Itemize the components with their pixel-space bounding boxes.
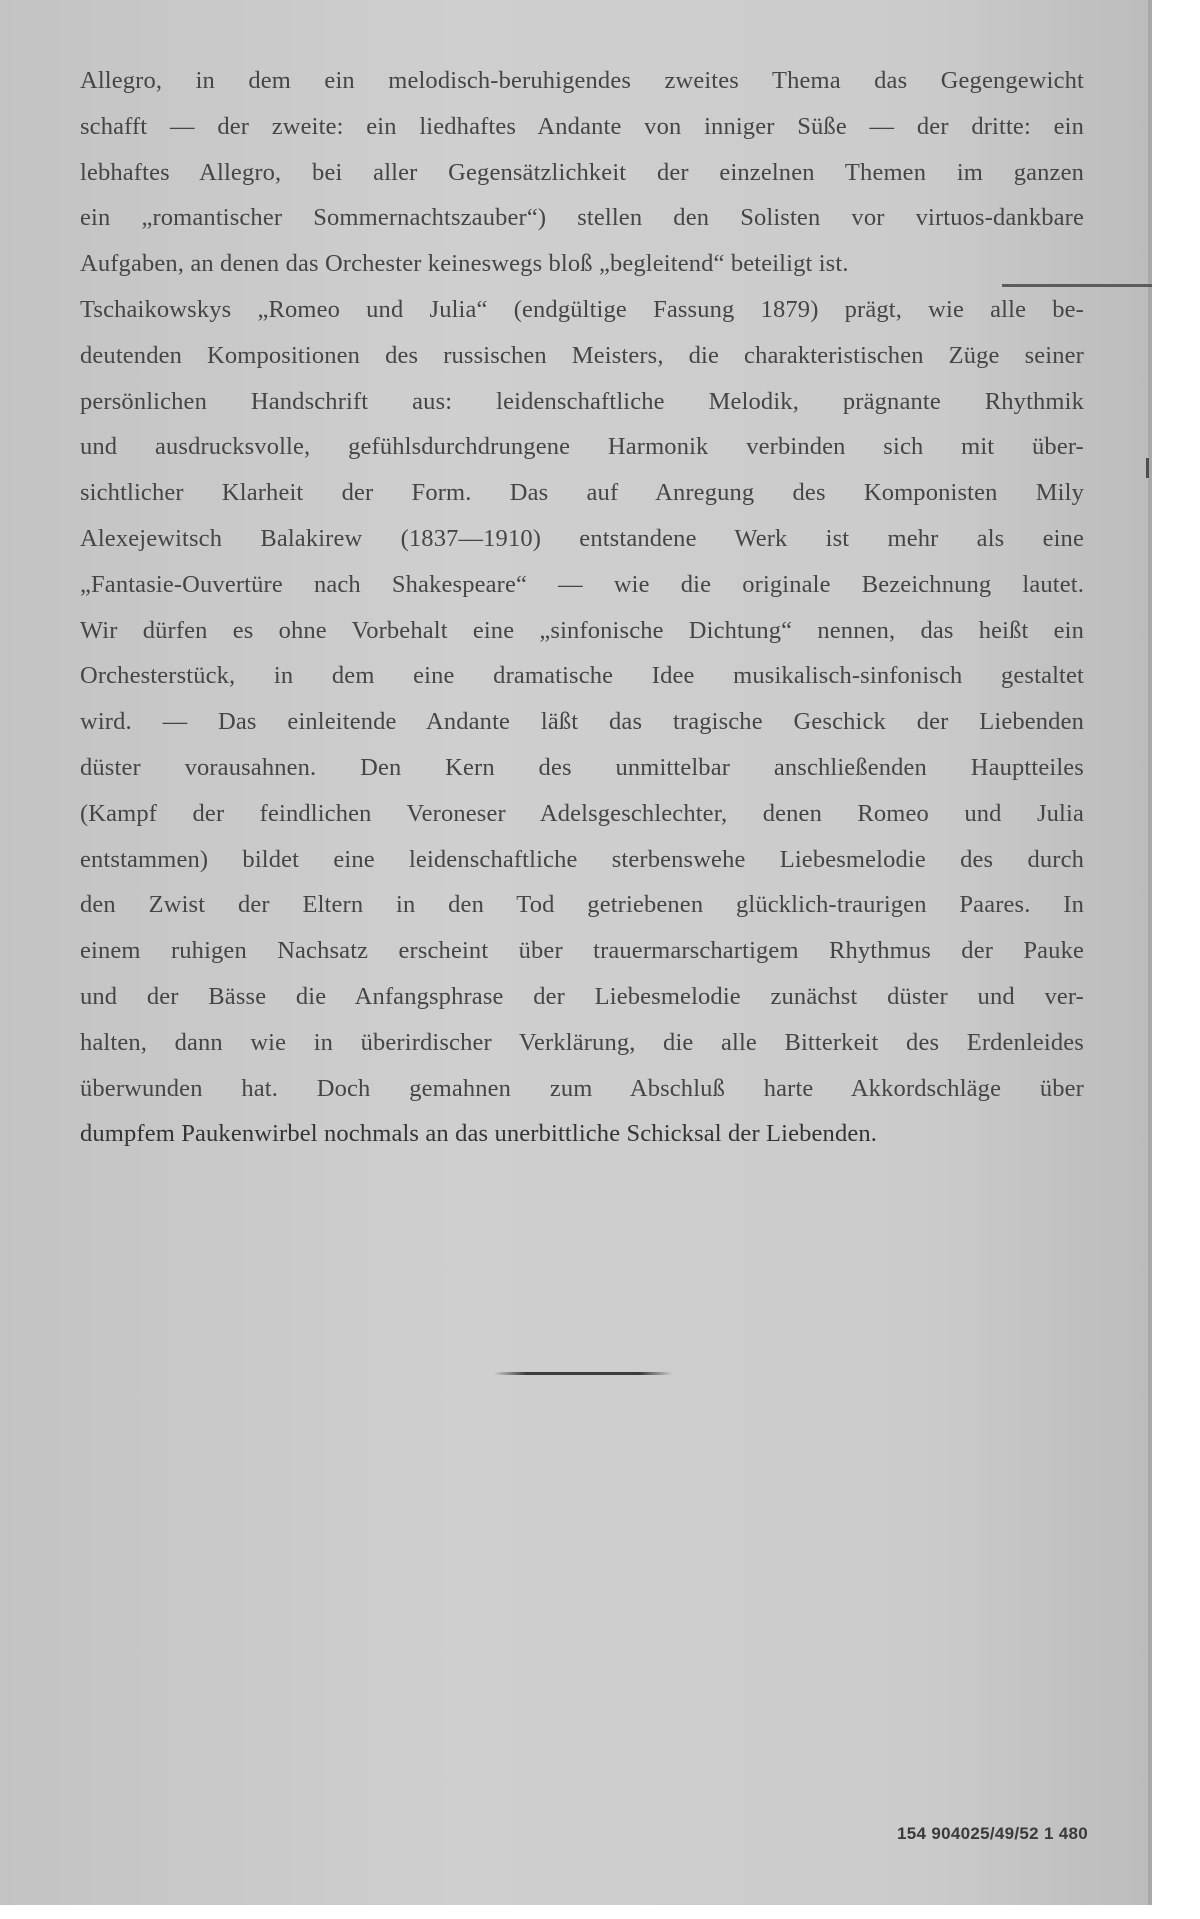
- closing-rule: [494, 1372, 672, 1375]
- text-line: und ausdrucksvolle, gefühlsdurchdrungene Harmonik verbinden sich mit über-: [80, 433, 1084, 461]
- text-line: Orchesterstück, in dem eine dramatische Idee musikalisch-sinfonisch gestaltet: [80, 662, 1084, 690]
- body-text: [80, 58, 1084, 1157]
- text-line: Wir dürfen es ohne Vorbehalt eine „sinfonische Dichtung“ nennen, das heißt ein: [80, 616, 1084, 644]
- margin-rule: [1002, 284, 1152, 287]
- text-line: einem ruhigen Nachsatz erscheint über trauermarschartigem Rhythmus der Pauke: [80, 937, 1084, 965]
- edge-tick-mark: [1146, 458, 1149, 478]
- print-code: 154 904025/49/52 1 480: [897, 1824, 1088, 1843]
- text-line: überwunden hat. Doch gemahnen zum Abschluß harte Akkordschläge über: [80, 1074, 1084, 1102]
- text-line: düster vorausahnen. Den Kern des unmittelbar anschließenden Hauptteiles: [80, 753, 1084, 781]
- text-line: Aufgaben, an denen das Orchester keineswegs bloß „begleitend“ beteiligt ist.: [80, 250, 849, 278]
- text-line: wird. — Das einleitende Andante läßt das tragische Geschick der Liebenden: [80, 708, 1084, 736]
- text-line: ein „romantischer Sommernachtszauber“) stellen den Solisten vor virtuos-dankbare: [80, 204, 1084, 232]
- text-line: Tschaikowskys „Romeo und Julia“ (endgültige Fassung 1879) prägt, wie alle be-: [80, 295, 1084, 323]
- text-line: Allegro, in dem ein melodisch-beruhigendes zweites Thema das Gegengewicht: [80, 67, 1084, 94]
- text-line: (Kampf der feindlichen Veroneser Adelsgeschlechter, denen Romeo und Julia: [80, 799, 1084, 827]
- text-line: lebhaftes Allegro, bei aller Gegensätzlichkeit der einzelnen Themen im ganzen: [80, 158, 1084, 186]
- text-line: und der Bässe die Anfangsphrase der Liebesmelodie zunächst düster und ver-: [80, 982, 1084, 1010]
- text-line: entstammen) bildet eine leidenschaftliche sterbenswehe Liebesmelodie des durch: [80, 845, 1084, 873]
- text-line: schafft — der zweite: ein liedhaftes Andante von inniger Süße — der dritte: ein: [80, 112, 1084, 140]
- text-line: persönlichen Handschrift aus: leidenschaftliche Melodik, prägnante Rhythmik: [80, 387, 1084, 415]
- text-line: dumpfem Paukenwirbel nochmals an das unerbittliche Schicksal der Liebenden.: [80, 1120, 878, 1148]
- text-line: deutenden Kompositionen des russischen Meisters, die charakteristischen Züge seiner: [80, 341, 1084, 369]
- text-line: halten, dann wie in überirdischer Verklärung, die alle Bitterkeit des Erdenleides: [80, 1028, 1084, 1056]
- text-line: den Zwist der Eltern in den Tod getriebenen glücklich-traurigen Paares. In: [80, 891, 1084, 919]
- text-line: „Fantasie-Ouvertüre nach Shakespeare“ — wie die originale Bezeichnung lautet.: [80, 570, 1084, 598]
- text-line: sichtlicher Klarheit der Form. Das auf Anregung des Komponisten Mily: [80, 479, 1084, 507]
- text-line: Alexejewitsch Balakirew (1837—1910) entstandene Werk ist mehr als eine: [80, 524, 1084, 552]
